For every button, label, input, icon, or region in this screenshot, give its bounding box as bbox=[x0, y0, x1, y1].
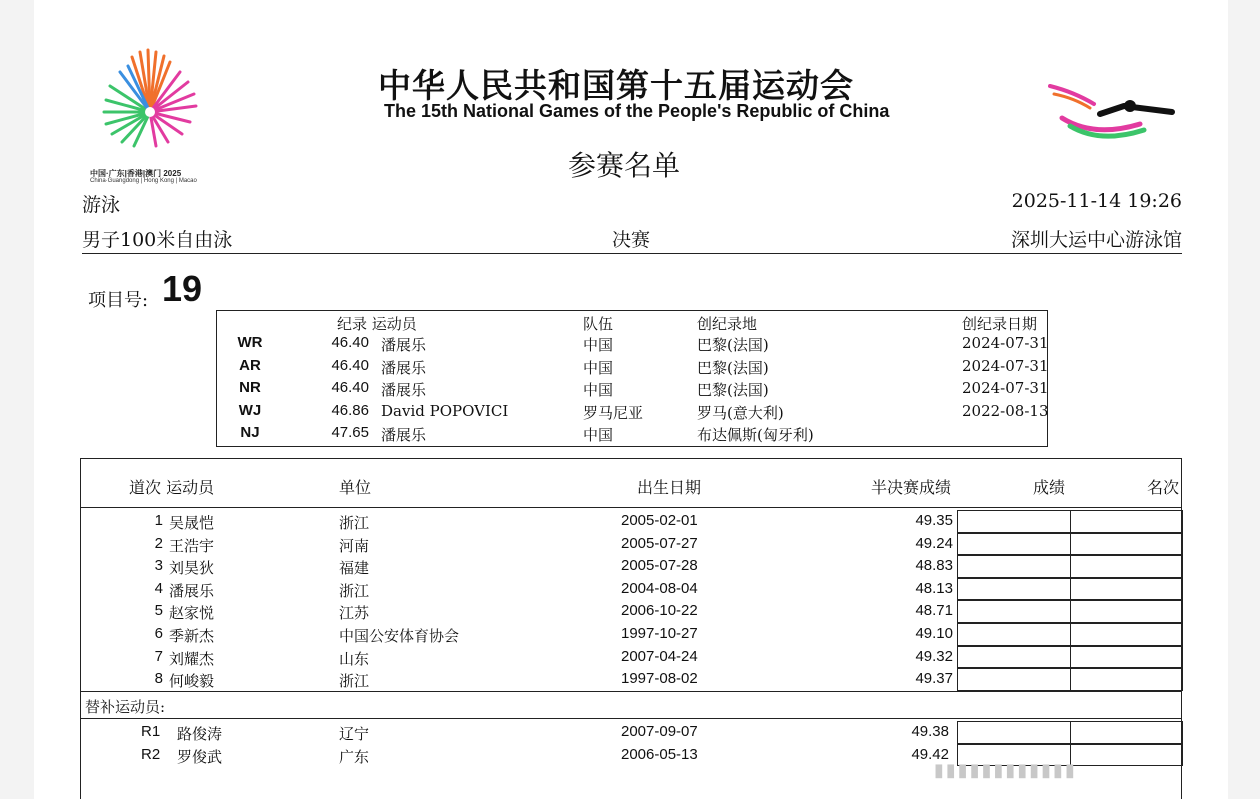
entry-list-sheet bbox=[34, 0, 1228, 799]
record-time: 46.40 bbox=[331, 334, 369, 351]
result-cell bbox=[957, 533, 1071, 556]
col-semi: 半决赛成绩 bbox=[871, 478, 952, 497]
athlete-unit: 河南 bbox=[339, 536, 370, 555]
result-cell bbox=[957, 600, 1071, 623]
document-title: 参赛名单 bbox=[568, 149, 681, 182]
swimming-pictogram-icon bbox=[1044, 78, 1184, 148]
athlete-name: 王浩宇 bbox=[169, 536, 215, 555]
lane-number: 8 bbox=[154, 670, 163, 688]
reserve-lane: R1 bbox=[141, 723, 161, 740]
record-athlete: 潘展乐 bbox=[381, 381, 427, 400]
athlete-name: 何峻毅 bbox=[169, 672, 215, 691]
record-code: NJ bbox=[240, 424, 260, 442]
athlete-dob: 2004-08-04 bbox=[621, 579, 698, 597]
semi-time: 48.13 bbox=[915, 579, 953, 597]
record-code: WJ bbox=[238, 401, 262, 419]
record-code: AR bbox=[239, 356, 261, 374]
semi-time: 49.35 bbox=[915, 512, 953, 529]
rank-cell bbox=[1070, 646, 1183, 669]
athlete-dob: 2005-07-28 bbox=[621, 557, 698, 575]
records-header-team: 队伍 bbox=[583, 315, 614, 333]
venue-name: 深圳大运中心游泳馆 bbox=[1010, 229, 1182, 251]
athlete-name: 赵家悦 bbox=[169, 604, 215, 623]
record-place: 巴黎(法国) bbox=[697, 336, 769, 354]
watermark: ▮▮▮▮▮▮▮▮▮▮▮▮ bbox=[934, 760, 1077, 780]
games-title-cn: 中华人民共和国第十五届运动会 bbox=[378, 67, 854, 104]
reserve-name: 路俊涛 bbox=[177, 725, 223, 743]
games-title-en: The 15th National Games of the People's Republic of China bbox=[384, 101, 890, 121]
record-athlete: David POPOVICI bbox=[381, 401, 509, 420]
record-date: 2024-07-31 bbox=[962, 379, 1049, 398]
athlete-name: 季新杰 bbox=[169, 627, 215, 645]
result-cell bbox=[957, 721, 1071, 744]
col-dob: 出生日期 bbox=[637, 478, 702, 497]
reserve-band bbox=[81, 691, 1181, 719]
records-header-place: 创纪录地 bbox=[697, 315, 758, 333]
athlete-unit: 浙江 bbox=[339, 672, 370, 691]
rank-cell bbox=[1070, 721, 1183, 744]
record-row bbox=[217, 357, 1047, 379]
record-time: 46.86 bbox=[331, 401, 369, 419]
rank-cell bbox=[1070, 578, 1183, 601]
records-header-date: 创纪录日期 bbox=[962, 315, 1038, 333]
records-header-record-athlete: 纪录 运动员 bbox=[337, 315, 417, 333]
event-phase: 决赛 bbox=[612, 229, 651, 251]
record-date: 2024-07-31 bbox=[962, 356, 1049, 375]
record-date: 2024-07-31 bbox=[962, 334, 1049, 352]
record-row bbox=[217, 424, 1047, 446]
reserve-semi-time: 49.42 bbox=[911, 745, 949, 763]
reserve-semi-time: 49.38 bbox=[911, 723, 949, 740]
record-row bbox=[217, 379, 1047, 401]
result-cell bbox=[957, 623, 1071, 646]
lane-number: 3 bbox=[154, 557, 163, 575]
athlete-dob: 2006-10-22 bbox=[621, 602, 698, 620]
reserve-unit: 广东 bbox=[339, 747, 370, 766]
reserve-dob: 2006-05-13 bbox=[621, 745, 698, 763]
lane-number: 1 bbox=[154, 512, 163, 529]
record-athlete: 潘展乐 bbox=[381, 336, 427, 354]
col-lane-athlete: 道次 运动员 bbox=[129, 478, 215, 497]
rank-cell bbox=[1070, 533, 1183, 556]
record-athlete: 潘展乐 bbox=[381, 358, 427, 377]
result-cell bbox=[957, 578, 1071, 601]
athlete-dob: 1997-10-27 bbox=[621, 625, 698, 642]
rank-cell bbox=[1070, 555, 1183, 578]
record-athlete: 潘展乐 bbox=[381, 426, 427, 445]
athlete-unit: 山东 bbox=[339, 649, 370, 668]
rank-cell bbox=[1070, 623, 1183, 646]
athlete-unit: 中国公安体育协会 bbox=[339, 627, 460, 645]
sport-label: 游泳 bbox=[82, 194, 121, 216]
reserve-unit: 辽宁 bbox=[339, 725, 370, 743]
record-place: 巴黎(法国) bbox=[697, 381, 769, 400]
semi-time: 49.37 bbox=[915, 670, 953, 688]
athlete-dob: 2005-02-01 bbox=[621, 512, 698, 529]
result-cell bbox=[957, 555, 1071, 578]
reserve-label: 替补运动员: bbox=[85, 698, 166, 716]
record-date: 2022-08-13 bbox=[962, 401, 1049, 420]
athlete-unit: 江苏 bbox=[339, 604, 370, 623]
event-number: 19 bbox=[162, 268, 203, 309]
result-cell bbox=[957, 510, 1071, 533]
print-datetime: 2025-11-14 19:26 bbox=[1011, 190, 1182, 212]
record-team: 中国 bbox=[583, 336, 614, 354]
lane-number: 6 bbox=[154, 625, 163, 642]
header-rule bbox=[81, 507, 1181, 508]
athlete-name: 潘展乐 bbox=[169, 581, 215, 600]
result-cell bbox=[957, 646, 1071, 669]
record-team: 中国 bbox=[583, 358, 614, 377]
record-code: NR bbox=[239, 379, 261, 397]
record-place: 布达佩斯(匈牙利) bbox=[697, 426, 814, 445]
reserve-lane: R2 bbox=[141, 745, 161, 763]
start-list-table bbox=[80, 458, 1182, 799]
rank-cell bbox=[1070, 668, 1183, 691]
record-code: WR bbox=[237, 334, 263, 351]
record-time: 47.65 bbox=[331, 424, 369, 442]
athlete-name: 刘昊狄 bbox=[169, 559, 215, 578]
semi-time: 48.71 bbox=[915, 602, 953, 620]
reserve-name: 罗俊武 bbox=[177, 747, 223, 766]
rank-cell bbox=[1070, 600, 1183, 623]
athlete-dob: 2007-04-24 bbox=[621, 647, 698, 665]
header-divider bbox=[82, 253, 1182, 254]
record-team: 罗马尼亚 bbox=[583, 403, 644, 422]
rank-cell bbox=[1070, 744, 1183, 767]
athlete-unit: 福建 bbox=[339, 559, 370, 578]
emblem-caption-en: China·Guangdong | Hong Kong | Macao bbox=[90, 178, 197, 184]
record-team: 中国 bbox=[583, 426, 614, 445]
athlete-dob: 1997-08-02 bbox=[621, 670, 698, 688]
record-row bbox=[217, 402, 1047, 424]
athlete-dob: 2005-07-27 bbox=[621, 534, 698, 552]
lane-number: 7 bbox=[154, 647, 163, 665]
event-number-label: 项目号: bbox=[88, 290, 149, 311]
col-unit: 单位 bbox=[339, 478, 372, 497]
event-name: 男子100米自由泳 bbox=[82, 229, 233, 251]
lane-number: 4 bbox=[154, 579, 163, 597]
lane-number: 5 bbox=[154, 602, 163, 620]
athlete-unit: 浙江 bbox=[339, 581, 370, 600]
record-row bbox=[217, 334, 1047, 356]
record-team: 中国 bbox=[583, 381, 614, 400]
athlete-name: 刘耀杰 bbox=[169, 649, 215, 668]
semi-time: 49.32 bbox=[915, 647, 953, 665]
lane-number: 2 bbox=[154, 534, 163, 552]
rank-cell bbox=[1070, 510, 1183, 533]
record-place: 罗马(意大利) bbox=[697, 403, 784, 422]
reserve-dob: 2007-09-07 bbox=[621, 723, 698, 740]
record-place: 巴黎(法国) bbox=[697, 358, 769, 377]
records-table bbox=[216, 310, 1048, 447]
athlete-name: 吴晟恺 bbox=[169, 514, 215, 532]
col-rank: 名次 bbox=[1147, 478, 1180, 497]
semi-time: 49.24 bbox=[915, 534, 953, 552]
col-result: 成绩 bbox=[1033, 478, 1066, 497]
result-cell bbox=[957, 668, 1071, 691]
athlete-unit: 浙江 bbox=[339, 514, 370, 532]
record-time: 46.40 bbox=[331, 379, 369, 397]
emblem-caption: 中国·广东|香港|澳门 2025 bbox=[90, 169, 182, 178]
semi-time: 48.83 bbox=[915, 557, 953, 575]
record-time: 46.40 bbox=[331, 356, 369, 374]
semi-time: 49.10 bbox=[915, 625, 953, 642]
